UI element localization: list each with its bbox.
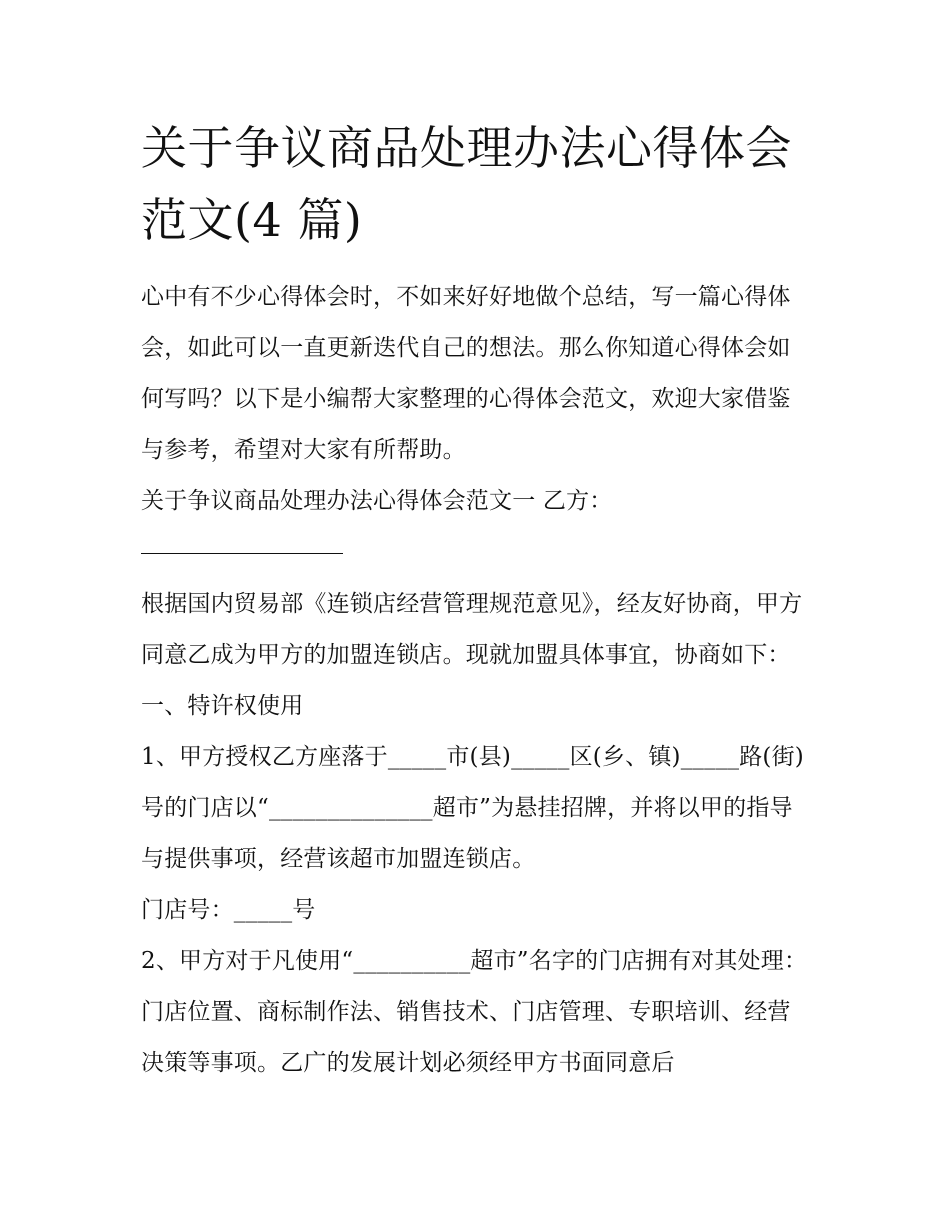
document-title: 关于争议商品处理办法心得体会范文(4 篇) <box>141 121 792 247</box>
paragraph-2: 1、甲方授权乙方座落于_____市(县)_____区(乡、镇)_____路(街)号的门店以“______________超市”为悬挂招牌，并将以甲的指导与提供事项，经营该超市加盟连锁店。 <box>141 744 804 872</box>
paragraph-1: 根据国内贸易部《连锁店经营管理规范意见》，经友好协商，甲方同意乙成为甲方的加盟连锁店。现就加盟具体事宜，协商如下： 一、特许权使用 <box>141 591 803 719</box>
paragraph-3: 门店号：_____号 <box>141 897 316 923</box>
paragraph-4: 2、甲方对于凡使用“__________超市”名字的门店拥有对其处理：门店位置、商标制作法、销售技术、门店管理、专职培训、经营决策等事项。乙广的发展计划必须经甲方书面同意后 <box>141 948 808 1076</box>
document-body <box>141 112 813 1089</box>
blank-underline <box>141 527 343 554</box>
section-heading: 关于争议商品处理办法心得体会范文一 乙方： <box>141 488 613 514</box>
intro-paragraph: 心中有不少心得体会时，不如来好好地做个总结，写一篇心得体会，如此可以一直更新迭代自己的想法。那么你知道心得体会如何写吗？以下是小编帮大家整理的心得体会范文，欢迎大家借鉴与参考，希望对大家有所帮助。 <box>141 284 791 463</box>
